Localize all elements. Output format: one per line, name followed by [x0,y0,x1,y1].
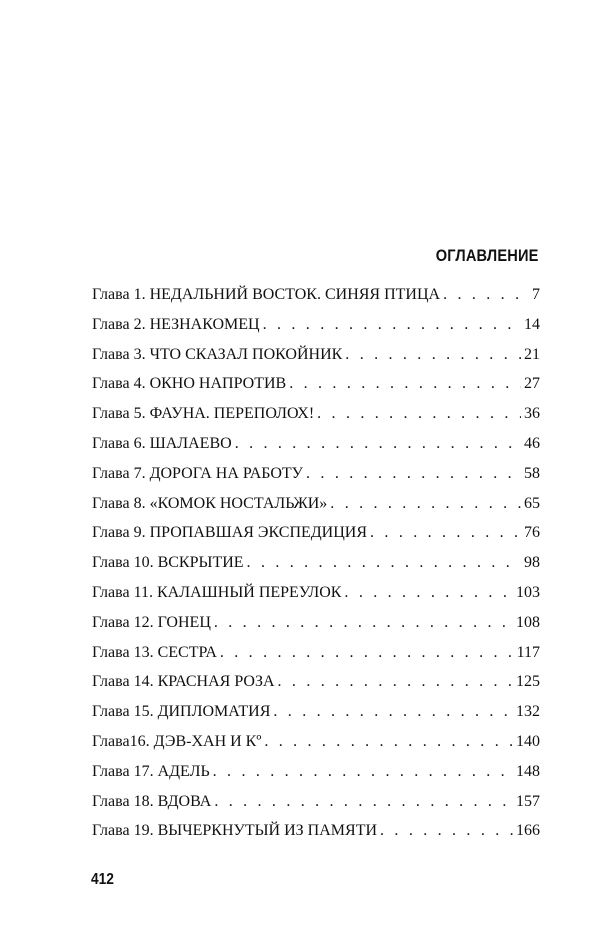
toc-entry-label: Глава 11. КАЛАШНЫЙ ПЕРЕУЛОК [92,583,342,601]
dot-leader [235,435,521,453]
toc-entry-page: 58 [524,464,540,482]
toc-entry-label: Глава 17. АДЕЛЬ [92,762,210,780]
toc-entry-label: Глава 8. «КОМОК НОСТАЛЬЖИ» [92,494,328,512]
toc-entry-label: Глава 1. НЕДАЛЬНИЙ ВОСТОК. СИНЯЯ ПТИЦА [92,286,441,303]
dot-leader [247,554,521,572]
toc-entry[interactable] [92,286,540,316]
toc-entry[interactable] [92,584,540,614]
toc-entry[interactable] [92,524,540,554]
dot-leader [214,614,513,632]
toc-entry[interactable] [92,316,540,346]
toc-entry-page: 14 [524,315,540,333]
toc-entry-page: 103 [516,583,540,601]
toc-entry-page: 140 [516,732,540,750]
dot-leader [344,584,513,602]
toc-entry-label: Глава 19. ВЫЧЕРКНУТЫЙ ИЗ ПАМЯТИ [92,822,378,840]
toc-entry-page: 76 [524,524,540,542]
toc-entry[interactable] [92,405,540,435]
toc-entry[interactable] [92,822,540,852]
toc-entry-page: 27 [524,375,540,393]
toc-entry-page: 7 [532,286,540,303]
toc-entry-label: Глава 2. НЕЗНАКОМЕЦ [92,315,260,333]
toc-entry[interactable] [92,495,540,525]
toc-entry[interactable] [92,375,540,405]
toc-entry-page: 148 [516,762,540,780]
toc-entry-page: 98 [524,554,540,572]
toc-entry[interactable] [92,644,540,674]
page-title: ОГЛАВЛЕНИЕ [436,246,539,265]
table-of-contents [92,286,540,852]
toc-entry-label: Глава 15. ДИПЛОМАТИЯ [92,703,271,721]
toc-entry-page: 125 [516,673,540,691]
dot-leader [289,375,521,393]
toc-entry[interactable] [92,733,540,763]
dot-leader [264,733,513,751]
toc-entry-page: 157 [516,792,540,810]
toc-entry[interactable] [92,554,540,584]
dot-leader [306,465,521,483]
toc-entry-page: 166 [516,822,540,840]
toc-entry[interactable] [92,614,540,644]
toc-entry-label: Глава 6. ШАЛАЕВО [92,434,232,452]
toc-entry-page: 65 [524,494,540,512]
toc-entry[interactable] [92,346,540,376]
toc-entry[interactable] [92,435,540,465]
toc-entry-label: Глава 7. ДОРОГА НА РАБОТУ [92,464,304,482]
dot-leader [263,316,521,334]
page-number: 412 [91,871,114,888]
toc-entry-label: Глава 4. ОКНО НАПРОТИВ [92,375,287,393]
toc-entry-page: 36 [524,405,540,423]
dot-leader [317,405,521,423]
dot-leader [330,495,521,513]
toc-entry[interactable] [92,673,540,703]
toc-entry-label: Глава 3. ЧТО СКАЗАЛ ПОКОЙНИК [92,345,343,363]
toc-entry-label: Глава 9. ПРОПАВШАЯ ЭКСПЕДИЦИЯ [92,524,368,542]
toc-entry-label: Глава 12. ГОНЕЦ [92,613,211,631]
dot-leader [380,822,513,840]
toc-entry-page: 21 [524,345,540,363]
toc-entry-label: Глава 5. ФАУНА. ПЕРЕПОЛОХ! [92,405,315,423]
toc-entry-label: Глава 14. КРАСНАЯ РОЗА [92,673,275,691]
dot-leader [220,644,514,662]
toc-entry-label: Глава 10. ВСКРЫТИЕ [92,554,244,572]
toc-entry-label: Глава 13. СЕСТРА [92,643,217,661]
toc-entry-page: 46 [524,434,540,452]
dot-leader [345,346,521,364]
dot-leader [213,763,513,781]
toc-entry-label: Глава 18. ВДОВА [92,792,212,810]
toc-entry[interactable] [92,793,540,823]
dot-leader [214,793,513,811]
dot-leader [278,673,513,691]
toc-entry-page: 108 [516,613,540,631]
toc-entry-label: Глава16. ДЭВ-ХАН И Кº [92,732,262,750]
toc-entry-page: 132 [516,703,540,721]
dot-leader [273,703,513,721]
toc-entry[interactable] [92,703,540,733]
toc-entry-page: 117 [516,643,540,661]
toc-entry[interactable] [92,465,540,495]
dot-leader [370,524,521,542]
toc-entry[interactable] [92,763,540,793]
dot-leader [443,286,529,304]
